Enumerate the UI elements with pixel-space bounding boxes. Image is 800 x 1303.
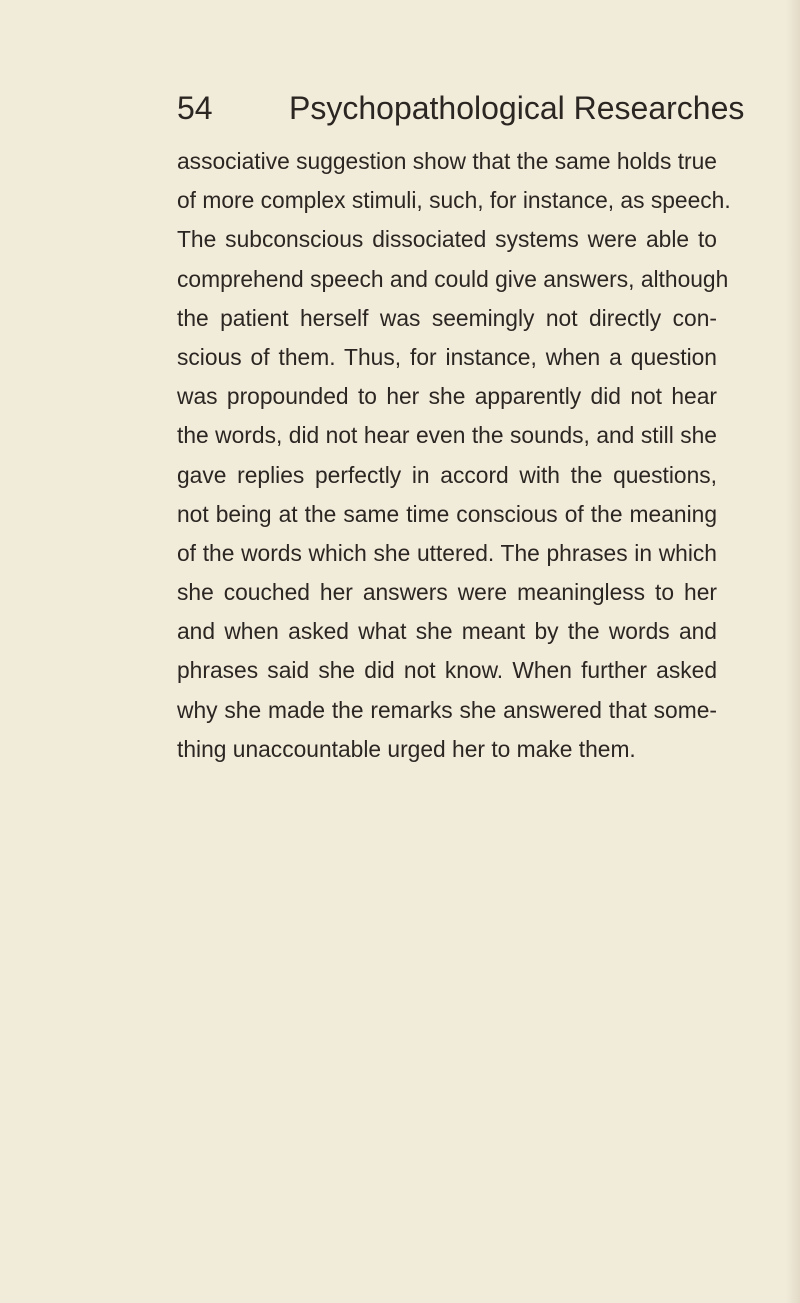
text-line: the patient herself was seemingly not directly con-	[177, 304, 717, 331]
text-line: gave replies perfectly in accord with the questions,	[177, 461, 717, 488]
text-line: comprehend speech and could give answers, although	[177, 265, 729, 292]
text-line: the words, did not hear even the sounds, and still she	[177, 422, 717, 449]
text-line: The subconscious dissociated systems were able to	[177, 226, 717, 253]
text-line: and when asked what she meant by the words and	[177, 618, 717, 645]
page-edge-shadow	[786, 0, 800, 1303]
running-head	[177, 88, 745, 128]
text-line: of more complex stimuli, such, for instance, as speech.	[177, 187, 731, 214]
text-line: phrases said she did not know. When further asked	[177, 657, 717, 684]
text-line: scious of them. Thus, for instance, when a question	[177, 343, 717, 370]
page-number: 54	[177, 90, 213, 126]
text-line: of the words which she uttered. The phrases in which	[177, 539, 717, 566]
text-line: not being at the same time conscious of the meaning	[177, 500, 717, 527]
text-line: thing unaccountable urged her to make them.	[177, 735, 636, 762]
body-text	[177, 142, 731, 769]
text-line: she couched her answers were meaningless to her	[177, 579, 717, 606]
text-line: associative suggestion show that the same holds true	[177, 148, 717, 174]
text-line: was propounded to her she apparently did not hear	[177, 383, 717, 410]
text-line: why she made the remarks she answered that some-	[177, 696, 717, 723]
running-title: Psychopathological Researches	[289, 90, 745, 126]
